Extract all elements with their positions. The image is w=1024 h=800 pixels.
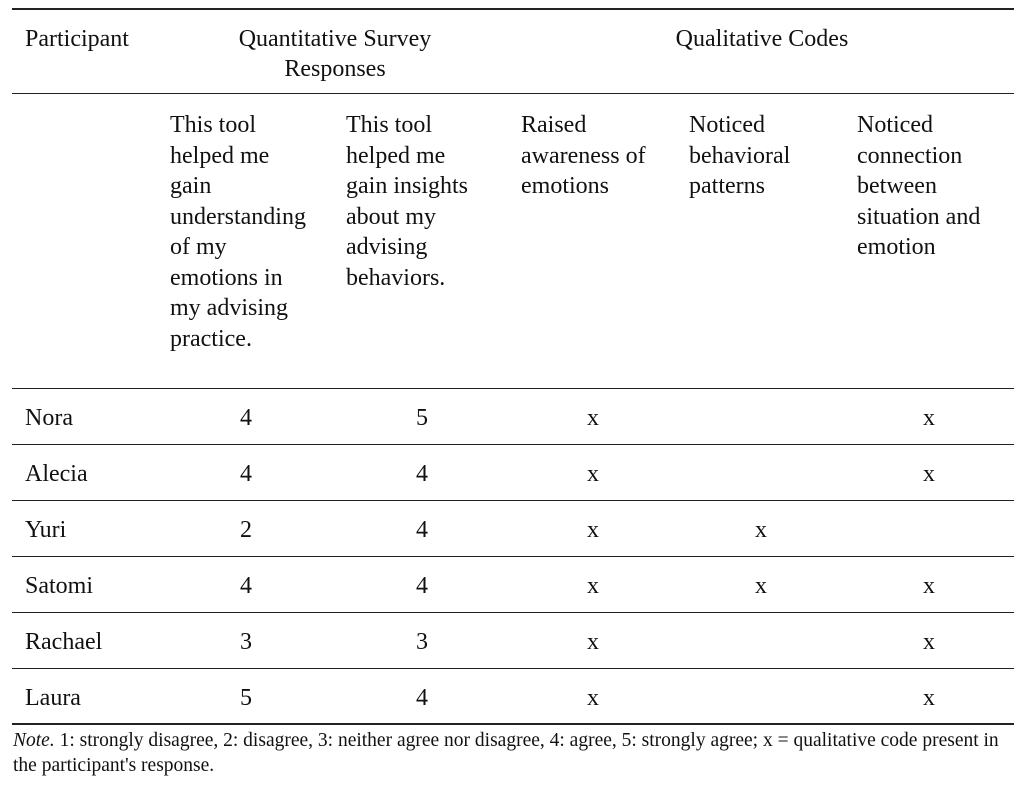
participant-name: Alecia — [25, 461, 88, 487]
header-bottom-rule — [12, 93, 1014, 94]
quantitative-group-header: Quantitative Survey Responses — [238, 26, 432, 82]
survey-behaviors-value: 4 — [416, 517, 428, 543]
survey-emotions-value: 4 — [240, 461, 252, 487]
table-top-rule — [12, 8, 1014, 10]
code-awareness-mark: x — [587, 685, 599, 711]
participant-name: Satomi — [25, 573, 94, 599]
subheader-bottom-rule — [12, 388, 1014, 389]
participant-name: Nora — [25, 405, 73, 431]
code-awareness-mark: x — [587, 405, 599, 431]
survey-emotions-value: 3 — [240, 629, 252, 655]
code-awareness-mark: x — [587, 461, 599, 487]
row-divider — [12, 556, 1014, 557]
note-text: 1: strongly disagree, 2: disagree, 3: neither agree nor disagree, 4: agree, 5: strongly agree; x = qualitative code present in the participant's response. — [13, 730, 999, 776]
code-connection-mark: x — [923, 629, 935, 655]
table-note — [13, 728, 1013, 778]
code-awareness-mark: x — [587, 573, 599, 599]
row-divider — [12, 612, 1014, 613]
code-awareness-mark: x — [587, 517, 599, 543]
survey-item-emotions-header: This tool helped me gain understanding of my emotions in my advising practice. — [170, 112, 306, 352]
survey-emotions-value: 4 — [240, 405, 252, 431]
participant-name: Laura — [25, 685, 81, 711]
qualitative-group-header: Qualitative Codes — [675, 26, 849, 52]
survey-emotions-value: 4 — [240, 573, 252, 599]
code-patterns-header: Noticed behavioral patterns — [689, 112, 791, 199]
code-connection-mark: x — [923, 461, 935, 487]
row-divider — [12, 668, 1014, 669]
survey-behaviors-value: 4 — [416, 573, 428, 599]
survey-behaviors-value: 4 — [416, 685, 428, 711]
survey-behaviors-value: 4 — [416, 461, 428, 487]
row-divider — [12, 500, 1014, 501]
code-connection-mark: x — [923, 685, 935, 711]
survey-emotions-value: 5 — [240, 685, 252, 711]
note-label: Note. — [13, 730, 55, 751]
code-awareness-mark: x — [587, 629, 599, 655]
code-patterns-mark: x — [755, 517, 767, 543]
code-awareness-header: Raised awareness of emotions — [521, 112, 646, 199]
code-connection-mark: x — [923, 405, 935, 431]
table-bottom-rule — [12, 723, 1014, 725]
participant-name: Rachael — [25, 629, 103, 655]
code-patterns-mark: x — [755, 573, 767, 599]
code-connection-header: Noticed connection between situation and emotion — [857, 112, 981, 260]
code-connection-mark: x — [923, 573, 935, 599]
survey-item-behaviors-header: This tool helped me gain insights about my advising behaviors. — [346, 112, 469, 291]
survey-behaviors-value: 3 — [416, 629, 428, 655]
survey-behaviors-value: 5 — [416, 405, 428, 431]
participant-name: Yuri — [25, 517, 67, 543]
participant-header: Participant — [25, 26, 129, 52]
survey-emotions-value: 2 — [240, 517, 252, 543]
row-divider — [12, 444, 1014, 445]
